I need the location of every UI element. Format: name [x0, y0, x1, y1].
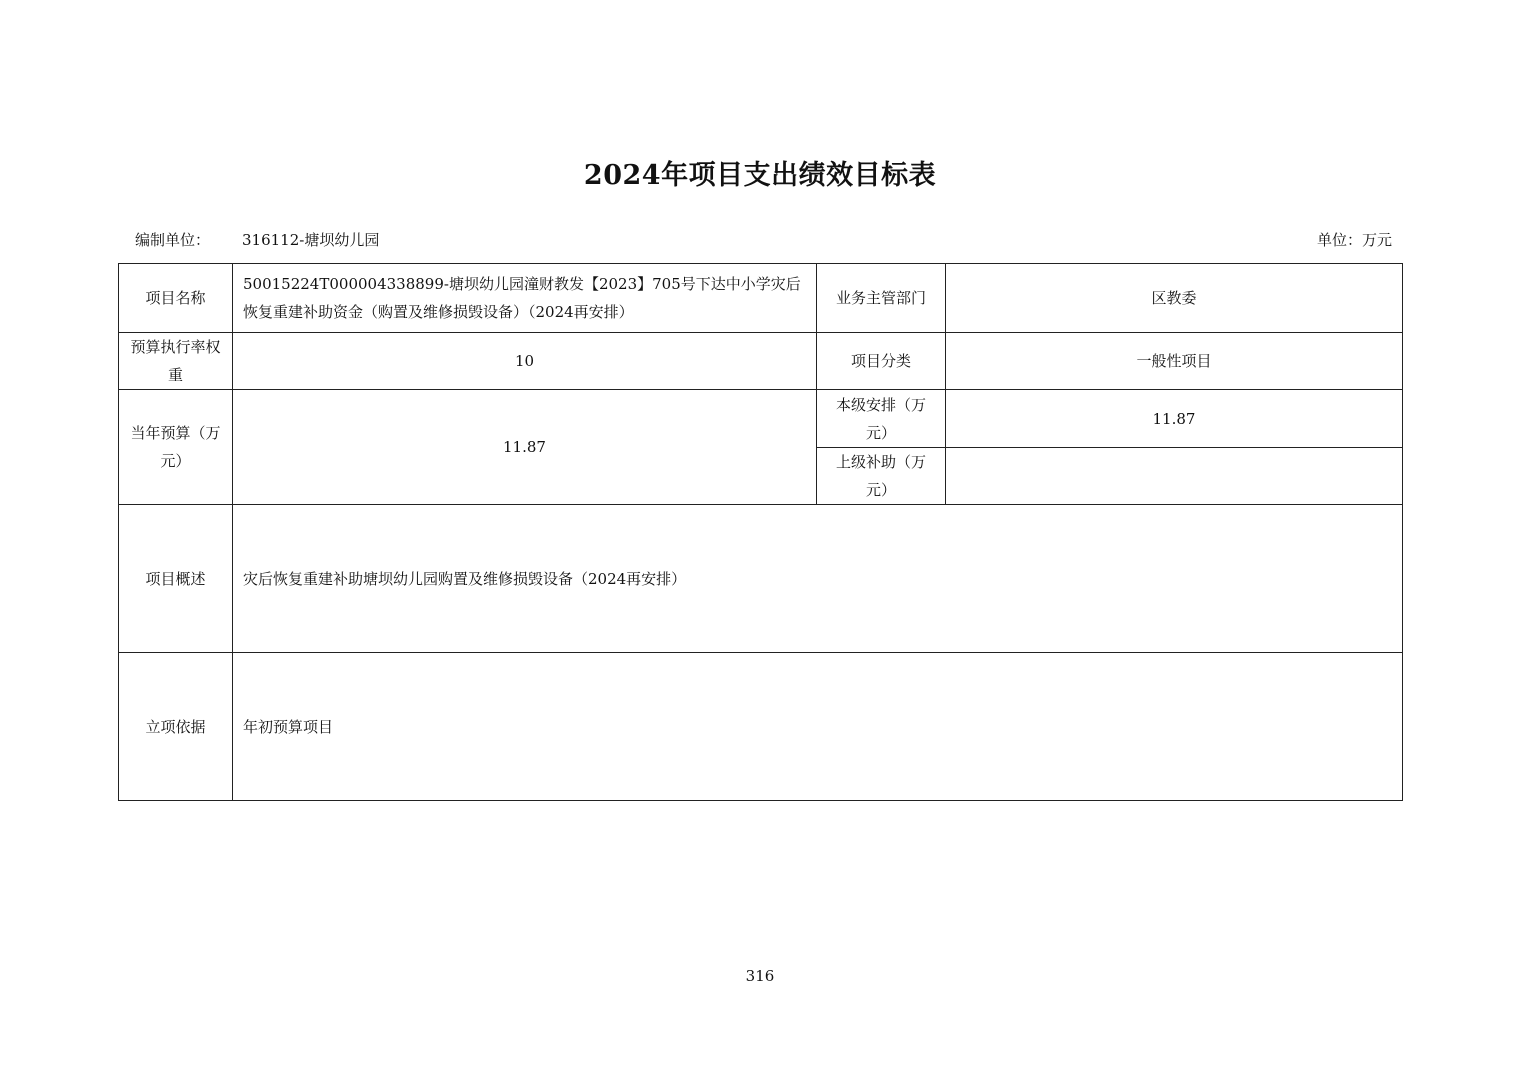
overview-label: 项目概述 — [119, 505, 233, 653]
row-overview — [119, 505, 1403, 653]
row-exec-weight — [119, 333, 1403, 390]
basis-value: 年初预算项目 — [233, 653, 1403, 801]
local-arrange-value: 11.87 — [946, 390, 1403, 448]
budget-label: 当年预算（万元） — [119, 390, 233, 505]
row-budget — [119, 390, 1403, 448]
exec-weight-label: 预算执行率权重 — [119, 333, 233, 390]
project-name-value: 50015224T000004338899-塘坝幼儿园潼财教发【2023】705号下达中小学灾后恢复重建补助资金（购置及维修损毁设备）（2024再安排） — [233, 264, 817, 333]
dept-label: 业务主管部门 — [817, 264, 946, 333]
category-label: 项目分类 — [817, 333, 946, 390]
local-arrange-label: 本级安排（万元） — [817, 390, 946, 448]
category-value: 一般性项目 — [946, 333, 1403, 390]
page-number: 316 — [745, 967, 775, 985]
upper-subsidy-label: 上级补助（万元） — [817, 448, 946, 505]
page-title: 2024年项目支出绩效目标表 — [583, 160, 937, 191]
overview-value: 灾后恢复重建补助塘坝幼儿园购置及维修损毁设备（2024再安排） — [233, 505, 1403, 653]
unit-label: 单位：万元 — [1316, 231, 1392, 249]
row-project-name — [119, 264, 1403, 333]
exec-weight-value: 10 — [233, 333, 817, 390]
performance-table — [118, 263, 1403, 801]
budget-value: 11.87 — [233, 390, 817, 505]
upper-subsidy-value — [946, 448, 1403, 505]
org-label: 编制单位： — [135, 231, 211, 249]
row-basis — [119, 653, 1403, 801]
dept-value: 区教委 — [946, 264, 1403, 333]
org-value: 316112-塘坝幼儿园 — [242, 231, 380, 249]
project-name-label: 项目名称 — [119, 264, 233, 333]
basis-label: 立项依据 — [119, 653, 233, 801]
